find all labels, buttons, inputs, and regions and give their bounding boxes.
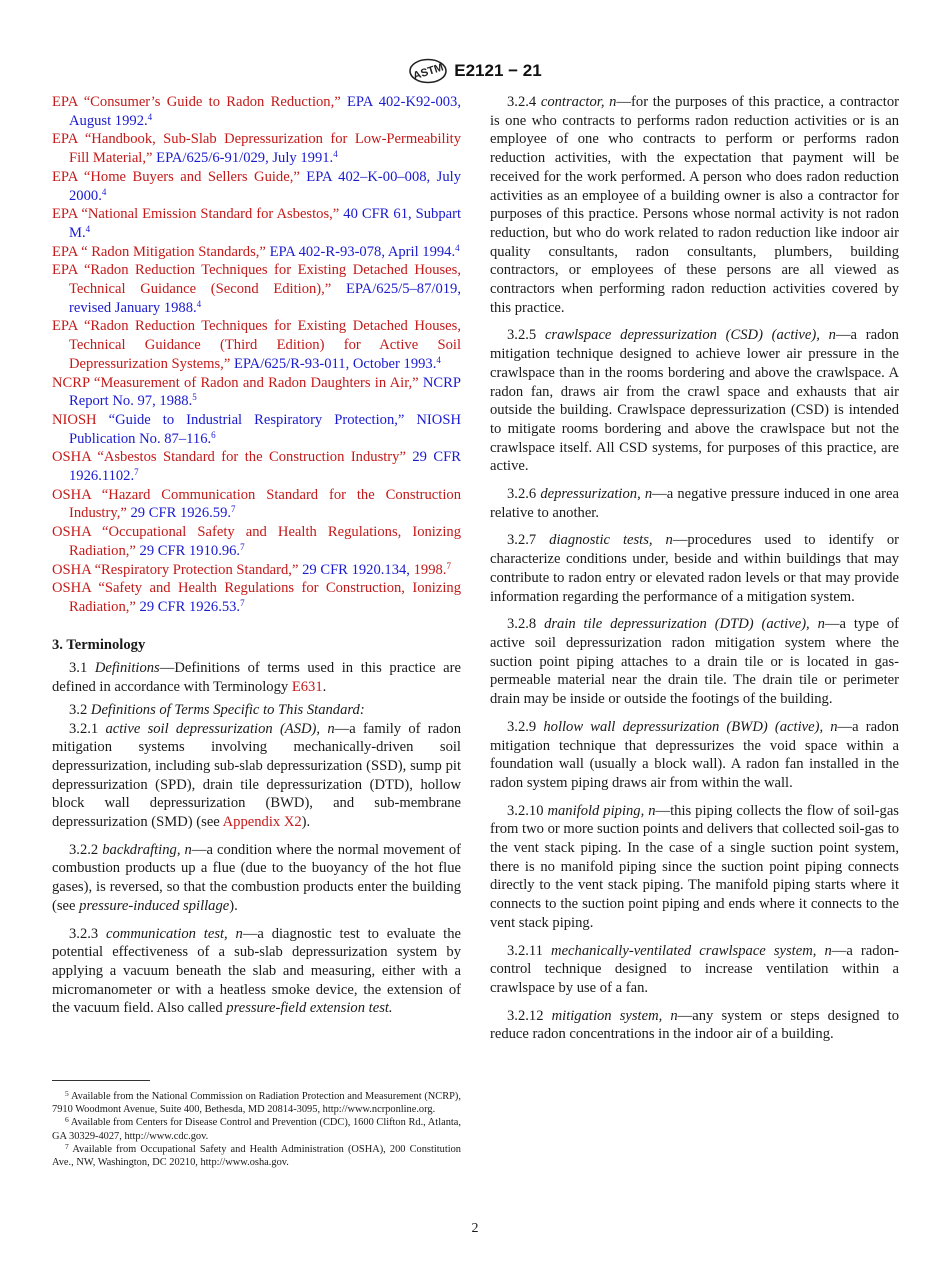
reference-item: OSHA “Asbestos Standard for the Construction Industry” 29 CFR 1926.1102.$^7$ xyxy=(52,449,461,485)
reference-link[interactable]: 29 CFR 1910.96. xyxy=(139,542,241,559)
standard-designation: E2121 − 21 xyxy=(454,61,542,80)
paragraph-3-2-10: 3.2.10 manifold piping, n—this piping collects the flow of soil-gas from two or more suction points and delivers that collected soil-gas to the vent stack piping. In the case of a single suction point system, there is no manifold piping since the suction point piping connects directly to the vent stack piping. The manifold piping starts where it connects to the suction point piping and ends where it connects to the vent stack piping. xyxy=(490,802,899,931)
paragraph-3-2-2: 3.2.2 backdrafting, n—a condition where the normal movement of combustion products up a flue (due to the buoyancy of the hot flue gases), is reversed, so that the combustion products enter the building (see pressure-induced spillage). xyxy=(52,841,461,914)
appendix-x2-link[interactable]: Appendix X2 xyxy=(222,814,302,831)
reference-item: EPA “Radon Reduction Techniques for Existing Detached Houses, Technical Guidance (Third Edition) for Active Soil Depressurization Systems,” EPA/625/R-93-011, October 1993.$^4$ xyxy=(52,318,461,372)
reference-link[interactable]: 40 CFR 61, Subpart M. xyxy=(69,206,462,241)
footnote-item: $^6$ Available from Centers for Disease Control and Prevention (CDC), 1600 Clifton Rd., Atlanta, GA 30329-4027, http://www.cdc.gov. xyxy=(52,1115,461,1142)
reference-link[interactable]: EPA/625/R-93-011, October 1993. xyxy=(233,355,437,372)
footnote-item: $^7$ Available from Occupational Safety and Health Administration (OSHA), 200 Constitution Ave., NW, Washington, DC 20210, http://www.osha.gov. xyxy=(52,1141,461,1169)
reference-link[interactable]: EPA/625/5–87/019, revised January 1988. xyxy=(69,281,461,316)
footnote-item: $^5$ Available from the National Commission on Radiation Protection and Measurement (NCRP), 7910 Woodmont Avenue, Suite 400, Bethesda, MD 20814-3095, http://www.ncrponline.org. xyxy=(52,1089,461,1116)
paragraph-3-2: 3.2 Definitions of Terms Specific to This Standard: xyxy=(69,701,365,718)
reference-link[interactable]: 29 CFR 1920.134, xyxy=(302,561,410,578)
paragraph-3-2-6: 3.2.6 depressurization, n—a negative pressure induced in one area relative to another. xyxy=(490,486,899,521)
reference-link[interactable]: EPA 402-R-93-078, April 1994. xyxy=(269,243,456,260)
page-header xyxy=(0,58,950,84)
paragraph-3-2-5: 3.2.5 crawlspace depressurization (CSD) (active), n—a radon mitigation technique designed to achieve lower air pressure in the crawlspace than in the rooms bordering and above the crawlspace. A radon fan, draws air from the crawl space and exhausts that air outside the building. Crawlspace depressurization (CSD) is intended to mitigate rooms bordering and above the crawlspace but not the crawlspace itself. All CSD systems, for purposes of this practice, are active. xyxy=(490,327,899,475)
reference-item: OSHA “Occupational Safety and Health Regulations, Ionizing Radiation,” 29 CFR 1910.96.$^7$ xyxy=(52,524,461,559)
paragraph-3-2-3: 3.2.3 communication test, n—a diagnostic test to evaluate the potential effectiveness of a sub-slab depressurization system by applying a vacuum beneath the slab and measuring, either with a micromanometer or with a heatless smoke device, the extension of the vacuum field. Also called pressure-field extension test. xyxy=(52,925,461,1017)
paragraph-3-2-8: 3.2.8 drain tile depressurization (DTD) (active), n—a type of active soil depressurization radon mitigation system where the suction point piping attaches to a drain tile or is located in gas-permeable material near the drain tile. The drain tile or perimeter drain may be inside or outside the footings of the building. xyxy=(490,616,899,708)
paragraph-3-2-12: 3.2.12 mitigation system, n—any system or steps designed to reduce radon concentrations in the indoor air of a building. xyxy=(490,1007,899,1043)
reference-link[interactable]: “Guide to Industrial Respiratory Protection,” NIOSH Publication No. 87–116. xyxy=(69,411,461,447)
reference-list xyxy=(52,93,461,617)
reference-link[interactable]: EPA 402–K-00–008, July 2000. xyxy=(69,168,461,204)
paragraph-3-2-4: 3.2.4 contractor, n—for the purposes of this practice, a contractor is one who contracts to performs radon reduction activities or is an employee of one who contracts to perform or performs radon reduction activities, with the expectation that payment will be received for the work performed. A person who does radon reduction activities as an employee of a building owner is also a contractor for purposes of this practice. Persons whose normal activity is not radon reduction, but who do work related to radon reduction like indoor air quality consultants, radon consultants, plumbers, building contractors, or employees of these persons are all viewed as contractors when performing radon reduction activities covered by this practice. xyxy=(490,94,899,316)
reference-link[interactable]: NCRP Report No. 97, 1988. xyxy=(69,374,462,410)
reference-item: EPA “ Radon Mitigation Standards,” EPA 402-R-93-078, April 1994.$^4$ xyxy=(52,242,460,260)
reference-link[interactable]: 29 CFR 1926.53. xyxy=(139,598,241,615)
reference-link[interactable]: EPA/625/6-91/029, July 1991. xyxy=(156,150,334,167)
paragraph-3-2-11: 3.2.11 mechanically-ventilated crawlspace system, n—a radon-control technique designed to increase ventilation within a crawlspace by use of a fan. xyxy=(490,942,899,996)
footnotes xyxy=(52,1080,461,1169)
paragraph-3-2-9: 3.2.9 hollow wall depressurization (BWD) (active), n—a radon mitigation technique that depressurizes the void space within a foundation wall (usually a block wall). A radon fan installed in the radon system piping draws air from within the wall. xyxy=(490,718,899,791)
astm-logo-icon xyxy=(408,58,448,84)
reference-item: EPA “Handbook, Sub-Slab Depressurization for Low-Permeability Fill Material,” EPA/625/6-91/029, July 1991.$^4$ xyxy=(52,131,461,167)
paragraph-3-2-1: 3.2.1 active soil depressurization (ASD), n—a family of radon mitigation systems involving mechanically-driven soil depressurization, including sub-slab depressurization (SSD), sump pit depressurization (SPD), drain tile depressurization (DTD), hollow block wall depressurization (BWD), and sub-membrane depressurization (SMD) (see Appendix X2). xyxy=(52,720,461,831)
reference-link[interactable]: 29 CFR 1926.59. xyxy=(130,505,232,522)
reference-item: NIOSH “Guide to Industrial Respiratory Protection,” NIOSH Publication No. 87–116.$^6$ xyxy=(52,411,461,447)
right-column xyxy=(490,93,899,1044)
reference-item: EPA “National Emission Standard for Asbestos,” 40 CFR 61, Subpart M.$^4$ xyxy=(52,206,462,241)
left-column xyxy=(52,93,461,1018)
reference-link[interactable]: EPA 402-K92-003, August 1992. xyxy=(69,94,461,129)
paragraph-3-1: 3.1 Definitions—Definitions of terms used in this practice are defined in accordance with Terminology E631. xyxy=(52,660,461,696)
reference-item: NCRP “Measurement of Radon and Radon Daughters in Air,” NCRP Report No. 97, 1988.$^5$ xyxy=(52,374,462,410)
paragraph-3-2-7: 3.2.7 diagnostic tests, n—procedures used to identify or characterize conditions under, beside and within buildings that may contribute to radon entry or elevated radon levels or that may provide information regarding the performance of a mitigation system. xyxy=(490,532,899,605)
svg-text:ASTM: ASTM xyxy=(411,61,446,83)
reference-item: EPA “Radon Reduction Techniques for Existing Detached Houses, Technical Guidance (Second Edition),” EPA/625/5–87/019, revised January 1988.$^4$ xyxy=(52,262,461,316)
reference-item: OSHA “Hazard Communication Standard for the Construction Industry,” 29 CFR 1926.59.$^7$ xyxy=(52,486,461,522)
reference-item: EPA “Home Buyers and Sellers Guide,” EPA 402–K-00–008, July 2000.$^4$ xyxy=(52,168,461,204)
reference-item: EPA “Consumer’s Guide to Radon Reduction,” EPA 402-K92-003, August 1992.$^4$ xyxy=(52,94,461,129)
footnote-divider xyxy=(52,1080,150,1081)
reference-item: OSHA “Safety and Health Regulations for Construction, Ionizing Radiation,” 29 CFR 1926.53.$^7$ xyxy=(52,580,461,615)
page-number: 2 xyxy=(471,1221,479,1236)
reference-item: OSHA “Respiratory Protection Standard,” 29 CFR 1920.134, 1998.$^7$ xyxy=(52,560,451,578)
reference-link[interactable]: 29 CFR 1926.1102. xyxy=(69,449,461,485)
e631-link[interactable]: E631 xyxy=(291,679,323,696)
section-heading: 3. Terminology xyxy=(52,636,146,653)
